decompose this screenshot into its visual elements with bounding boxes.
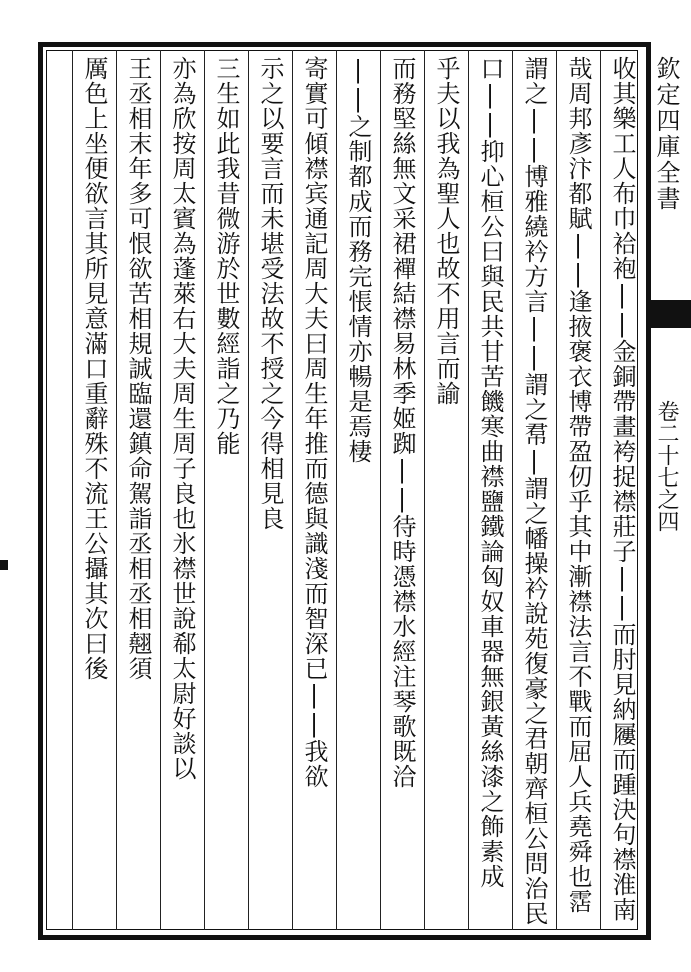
- text-column: 王丞相末年多可恨欲苦相規誠臨還鎮命駕詣丞相丞相翹須: [124, 56, 152, 681]
- text-column: 謂之||博雅繞衿方言||謂之帬|謂之幡操衿說苑復豪之君朝齊桓公問治民: [520, 56, 548, 926]
- text-column: 亦為欣按周太賓為蓬萊右大夫周生周子良也氷襟世說郗太尉好談以: [168, 56, 196, 781]
- column-rule: [160, 50, 161, 930]
- column-rule: [512, 50, 513, 930]
- column-rule: [380, 50, 381, 930]
- text-column: 示之以要言而未堪受法故不授之今得相見良: [256, 56, 284, 531]
- book-title: 欽定四庫全書: [652, 56, 680, 212]
- column-rule: [204, 50, 205, 930]
- column-rule: [556, 50, 557, 930]
- text-column: 三生如此我昔微游於世數經詣之乃能: [212, 56, 240, 456]
- column-rule: [72, 50, 73, 930]
- text-column: 哉周邦彥汴都賦||逢掖褒衣博帶盈仞乎其中漸襟法言不戰而屈人兵堯舜也霑: [564, 56, 592, 914]
- column-rule: [116, 50, 117, 930]
- text-column: 而務堅絲無文采裙襌結襟易林季姬踟||待時憑襟水經注琴歌既洽: [388, 56, 416, 789]
- text-column: ||之制都成而務完悵情亦暢是焉棲: [344, 56, 372, 464]
- column-rule: [248, 50, 249, 930]
- text-column: 厲色上坐便欲言其所見意滿口重辭殊不流王公攝其次曰後: [80, 56, 108, 681]
- column-rule: [336, 50, 337, 930]
- column-rule: [424, 50, 425, 930]
- scan-mark: [0, 560, 8, 570]
- text-column: 寄實可傾襟宾通記周大夫曰周生年推而德與識淺而智深已||我欲: [300, 56, 328, 789]
- volume-number: 卷二十七之四: [654, 400, 679, 532]
- text-column: 口||抑心桓公曰與民共甘苦饑寒曲襟鹽鐵論匈奴車器無銀黃絲漆之飾素成: [476, 56, 504, 889]
- column-rule: [600, 50, 601, 930]
- text-column: 收其樂工人布巾袷袍||金銅帶畫袴捉襟莊子||而肘見納屨而踵決句襟淮南: [608, 56, 636, 922]
- column-rule: [468, 50, 469, 930]
- text-column: 乎夫以我為聖人也故不用言而諭: [432, 56, 460, 406]
- column-rule: [292, 50, 293, 930]
